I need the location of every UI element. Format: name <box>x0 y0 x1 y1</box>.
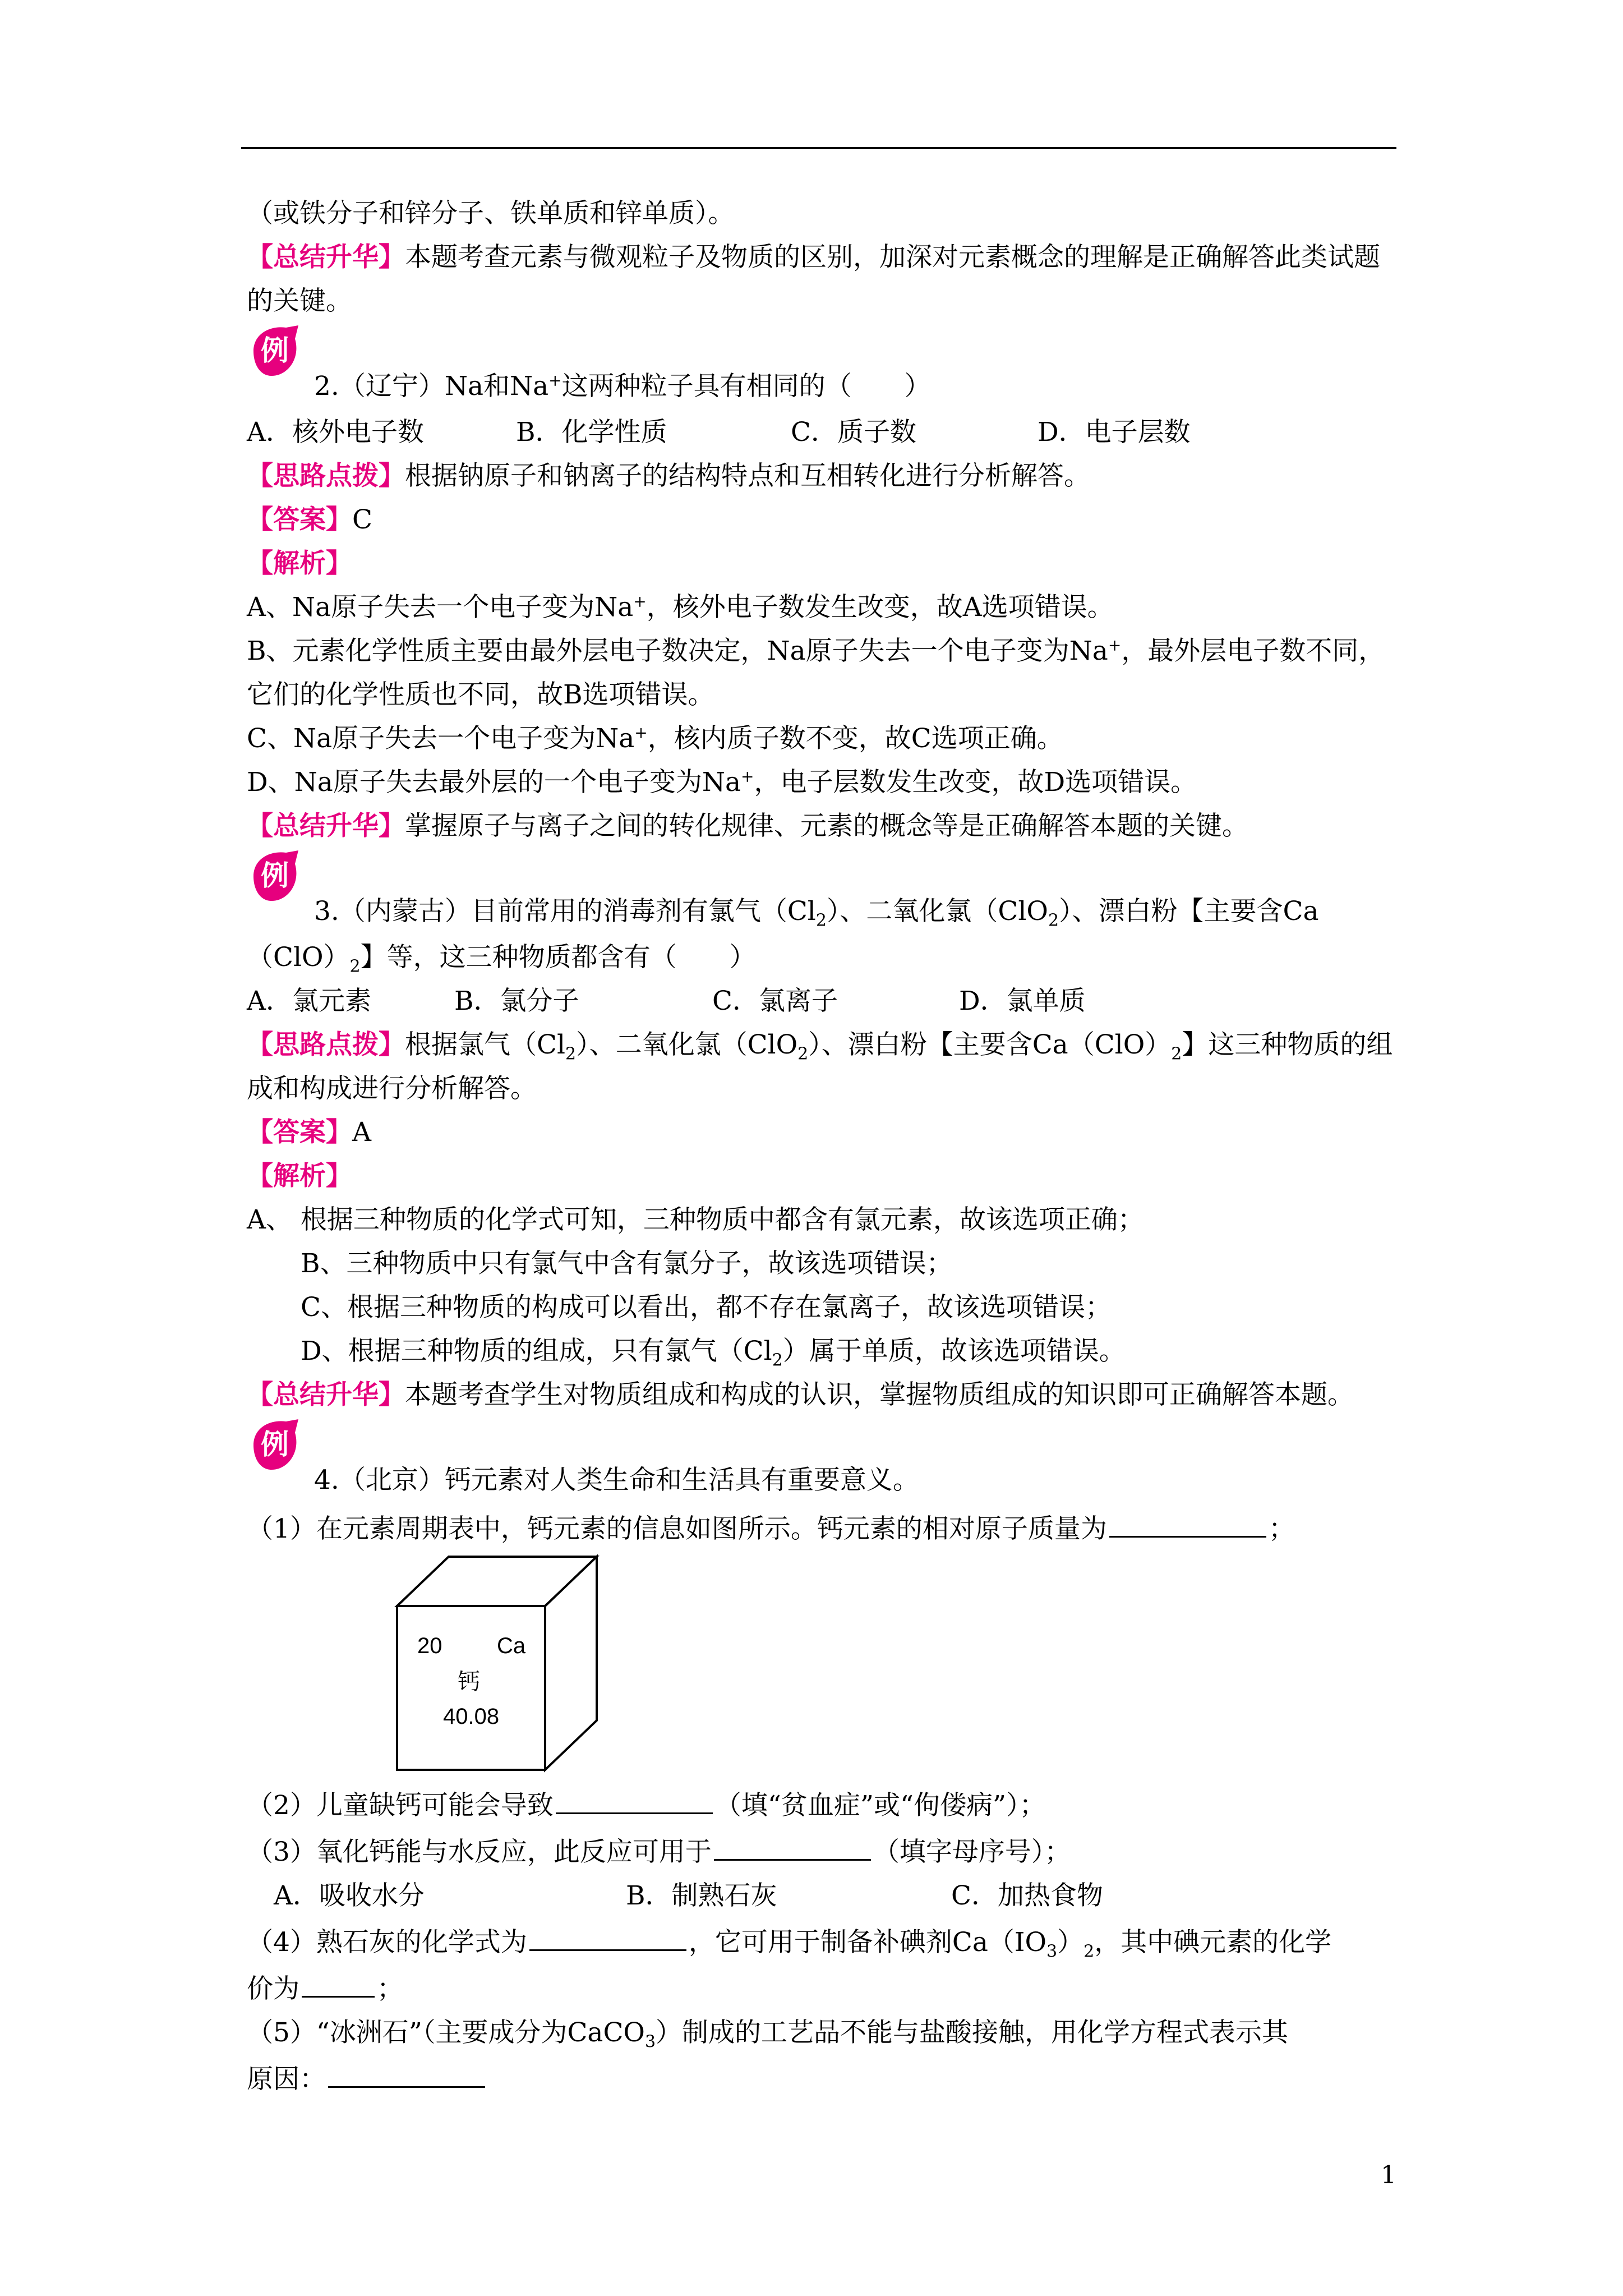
option-c: C．氯离子 <box>712 986 838 1016</box>
element-name: 钙 <box>458 1669 480 1695</box>
header-rule <box>241 147 1396 149</box>
example-badge-icon <box>247 323 303 379</box>
analysis-heading: 【解析】 <box>247 1161 352 1191</box>
element-symbol: Ca <box>497 1634 526 1658</box>
analysis-a: A、 根据三种物质的化学式可知，三种物质中都含有氯元素，故该选项正确； <box>247 1204 1144 1235</box>
example-4-header <box>247 1417 1402 1504</box>
option-c: C．加热食物 <box>951 1880 1103 1911</box>
example-4-question: 4.（北京）钙元素对人类生命和生活具有重要意义。 <box>314 1465 919 1496</box>
option-c: C．质子数 <box>791 417 916 448</box>
answer-blank[interactable] <box>328 2055 485 2088</box>
example-3-options <box>247 979 1402 1023</box>
option-d: D．氯单质 <box>959 986 1086 1016</box>
example-2-header <box>247 323 1402 411</box>
summary-line: 【总结升华】本题考查学生对物质组成和构成的认识，掌握物质组成的知识即可正确解答本题。 <box>247 1379 1354 1410</box>
answer-blank[interactable] <box>529 1918 686 1951</box>
answer-blank[interactable] <box>714 1828 871 1861</box>
option-b: B．氯分子 <box>454 986 579 1016</box>
option-a: A．吸收水分 <box>274 1880 425 1911</box>
example-3-header <box>247 848 1402 936</box>
summary-text: 本题考查元素与微观粒子及物质的区别，加深对元素概念的理解是正确解答此类试题的关键。 <box>247 242 1380 316</box>
option-b: B．制熟石灰 <box>626 1880 777 1911</box>
q4-part-5: （5）“冰洲石”（主要成分为CaCO$_3$）制成的工艺品不能与盐酸接触，用化学方程式表示其 <box>247 2017 1289 2052</box>
summary-paragraph <box>247 236 1402 323</box>
hint-line: 【思路点拨】根据氯气$(Cl_2)$、二氧化氯（ClO$_2$）、漂白粉【主要含$Ca(ClO)_2$】这三种物质的组成和构成进行分析解答。 <box>247 1029 1393 1104</box>
q4-part-2: （2）儿童缺钙可能会导致 （填“贫血症”或“佝偻病”）； <box>247 1781 1402 1828</box>
summary-line: 【总结升华】掌握原子与离子之间的转化规律、元素的概念等是正确解答本题的关键。 <box>247 811 1248 841</box>
element-cell-figure <box>247 1554 1402 1779</box>
answer-line: 【答案】C <box>247 504 372 535</box>
document-body <box>247 192 1402 2101</box>
q4-part-1: （1）在元素周期表中，钙元素的信息如图所示。钙元素的相对原子质量为 ； <box>247 1504 1402 1551</box>
option-a: A．氯元素 <box>247 986 371 1016</box>
option-a: A．核外电子数 <box>247 417 424 448</box>
page-number: 1 <box>1381 2161 1396 2189</box>
element-number: 20 <box>417 1634 442 1658</box>
example-3-question: 3.（内蒙古）目前常用的消毒剂有氯气$(Cl_2)$、二氧化氯（ClO$_2$）、漂白粉【主要含Ca <box>314 896 1319 931</box>
option-d: D．电子层数 <box>1038 417 1191 448</box>
q4-part-4: （4）熟石灰的化学式为 ，它可用于制备补碘剂$Ca(IO_3)_2$，其中碘元素的化学 <box>247 1918 1402 1964</box>
q4-part-5-cont: 原因： <box>247 2055 1402 2101</box>
element-mass: 40.08 <box>443 1704 500 1729</box>
answer-line: 【答案】A <box>247 1117 371 1148</box>
analysis-b: B、元素化学性质主要由最外层电子数决定，Na原子失去一个电子变为Na+，最外层电子数不同，它们的化学性质也不同，故B选项错误。 <box>247 636 1385 710</box>
svg-text:例: 例 <box>261 334 289 367</box>
example-3-question-cont: $(ClO)_2$】等，这三种物质都含有（ ） <box>247 942 756 977</box>
element-cell-cube <box>393 1554 639 1777</box>
q4-part-4-cont: 价为 ； <box>247 1964 1402 2011</box>
analysis-c: C、Na原子失去一个电子变为Na+，核内质子数不变，故C选项正确。 <box>247 723 1063 754</box>
example-badge-icon <box>247 848 303 904</box>
q4-part-3: （3）氧化钙能与水反应，此反应可用于 （填字母序号）； <box>247 1828 1402 1874</box>
option-b: B．化学性质 <box>516 417 667 448</box>
answer-blank[interactable] <box>556 1781 713 1814</box>
example-badge-icon <box>247 1417 303 1473</box>
svg-text:例: 例 <box>261 859 289 892</box>
example-2-options <box>247 411 1402 454</box>
analysis-c: C、根据三种物质的构成可以看出，都不存在氯离子，故该选项错误； <box>301 1292 1112 1323</box>
svg-text:例: 例 <box>261 1428 289 1461</box>
example-2-question: 2.（辽宁）Na和Na+这两种粒子具有相同的（ ） <box>314 371 931 402</box>
answer-blank[interactable] <box>302 1964 375 1998</box>
analysis-d: D、根据三种物质的组成，只有氯气$(Cl_2)$属于单质，故该选项错误。 <box>301 1336 1126 1370</box>
analysis-a: A、Na原子失去一个电子变为Na+，核外电子数发生改变，故A选项错误。 <box>247 592 1114 623</box>
text-line: （或铁分子和锌分子、铁单质和锌单质）。 <box>247 198 735 229</box>
hint-line: 【思路点拨】根据钠原子和钠离子的结构特点和互相转化进行分析解答。 <box>247 461 1090 491</box>
q4-part-3-options <box>247 1874 1402 1918</box>
summary-tag: 【总结升华】 <box>247 242 405 273</box>
answer-blank[interactable] <box>1109 1504 1266 1538</box>
analysis-heading: 【解析】 <box>247 548 352 579</box>
analysis-d: D、Na原子失去最外层的一个电子变为Na+，电子层数发生改变，故D选项错误。 <box>247 767 1197 798</box>
analysis-b: B、三种物质中只有氯气中含有氯分子，故该选项错误； <box>301 1248 953 1279</box>
